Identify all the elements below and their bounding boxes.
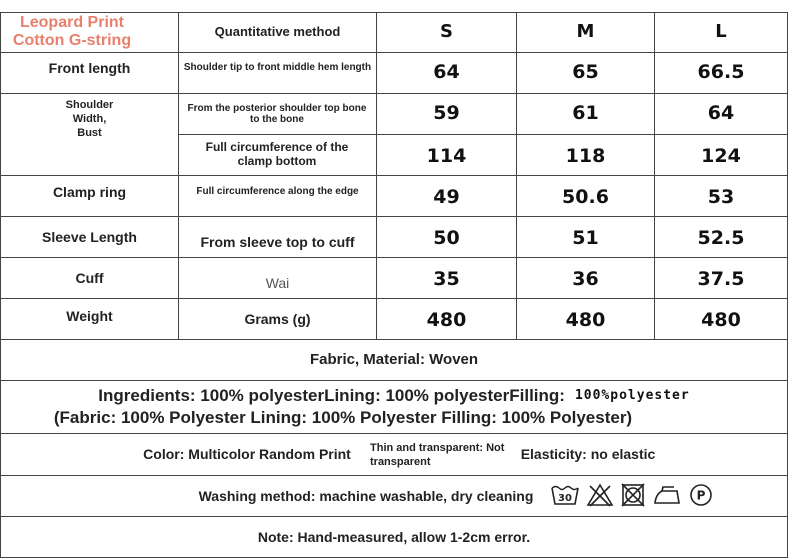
value-sleeve-length-s: 50: [433, 227, 460, 250]
value-weight-s: 480: [426, 309, 467, 332]
no-tumble-dry-icon: [620, 482, 646, 508]
row-label-shoulder: Shoulder: [65, 99, 114, 111]
row-method-clamp-ring: Full circumference along the edge: [196, 186, 359, 198]
row-method-sleeve-length: From sleeve top to cuff: [200, 233, 355, 250]
value-sleeve-length-m: 51: [572, 227, 599, 250]
dry-clean-letter: P: [696, 488, 706, 503]
no-bleach-icon: [586, 482, 614, 508]
measurement-note: Note: Hand-measured, allow 1-2cm error.: [257, 528, 531, 545]
row-method-cuff: Wai: [265, 274, 290, 291]
header-method: Quantitative method: [214, 24, 341, 40]
row-label-weight: Weight: [66, 307, 113, 324]
row-method-weight: Grams (g): [244, 310, 311, 327]
row-method-front-length: Shoulder tip to front middle hem length: [183, 62, 372, 74]
value-front-length-l: 66.5: [697, 61, 745, 84]
row-method-bust: Full circumference of the clamp bottom: [205, 140, 349, 168]
value-weight-m: 480: [565, 309, 606, 332]
product-title-line1: Leopard Print: [19, 14, 124, 31]
ingredients-line2: (Fabric: 100% Polyester Lining: 100% Polyester Filling: 100% Polyester): [53, 408, 633, 428]
elasticity-info: Elasticity: no elastic: [520, 446, 656, 463]
wash-30-label: 30: [558, 493, 572, 504]
row-method-shoulder: From the posterior shoulder top bone to the bone: [187, 102, 367, 125]
dry-clean-p-icon: [688, 482, 714, 508]
value-cuff-l: 37.5: [697, 268, 745, 291]
value-weight-l: 480: [701, 309, 741, 332]
header-size-s: S: [440, 21, 453, 43]
value-front-length-m: 65: [572, 61, 599, 84]
value-sleeve-length-l: 52.5: [697, 227, 745, 250]
value-cuff-m: 36: [572, 268, 599, 291]
ingredients-line1: [1, 384, 787, 408]
transparency-info: Thin and transparent: Not transparent: [370, 442, 505, 468]
header-size-l: L: [715, 21, 727, 43]
value-shoulder-s: 59: [433, 102, 460, 125]
row-label-width: Width,: [72, 113, 107, 125]
care-icons: [550, 482, 714, 508]
ingredients-main: Ingredients: 100% polyesterLining: 100% polyesterFilling:: [98, 386, 565, 406]
ingredients-tail: 100%polyester: [574, 387, 690, 403]
row-label-bust: Bust: [77, 127, 102, 139]
row-label-cuff: Cuff: [75, 269, 104, 286]
value-cuff-s: 35: [433, 268, 460, 291]
washing-method: Washing method: machine washable, dry cleaning: [198, 487, 534, 504]
value-bust-m: 118: [565, 145, 606, 168]
value-clamp-ring-s: 49: [433, 186, 460, 209]
row-label-front-length: Front length: [48, 59, 131, 76]
row-label-sleeve-length: Sleeve Length: [42, 228, 137, 245]
value-clamp-ring-l: 53: [707, 186, 735, 209]
color-info: Color: Multicolor Random Print: [143, 446, 351, 463]
iron-icon: [652, 482, 682, 508]
value-shoulder-m: 61: [572, 102, 599, 125]
value-bust-s: 114: [426, 145, 467, 168]
value-bust-l: 124: [701, 145, 741, 168]
wash-30-icon: [550, 482, 580, 508]
row-label-clamp-ring: Clamp ring: [52, 183, 127, 200]
product-title: [2, 14, 142, 50]
product-title-line2: Cotton G-string: [12, 32, 132, 49]
row-label-shoulder-bust: [1, 98, 178, 148]
value-clamp-ring-m: 50.6: [562, 186, 609, 209]
header-size-m: M: [576, 21, 595, 43]
fabric-material: Fabric, Material: Woven: [309, 351, 479, 369]
value-front-length-s: 64: [433, 61, 460, 84]
value-shoulder-l: 64: [707, 102, 735, 125]
